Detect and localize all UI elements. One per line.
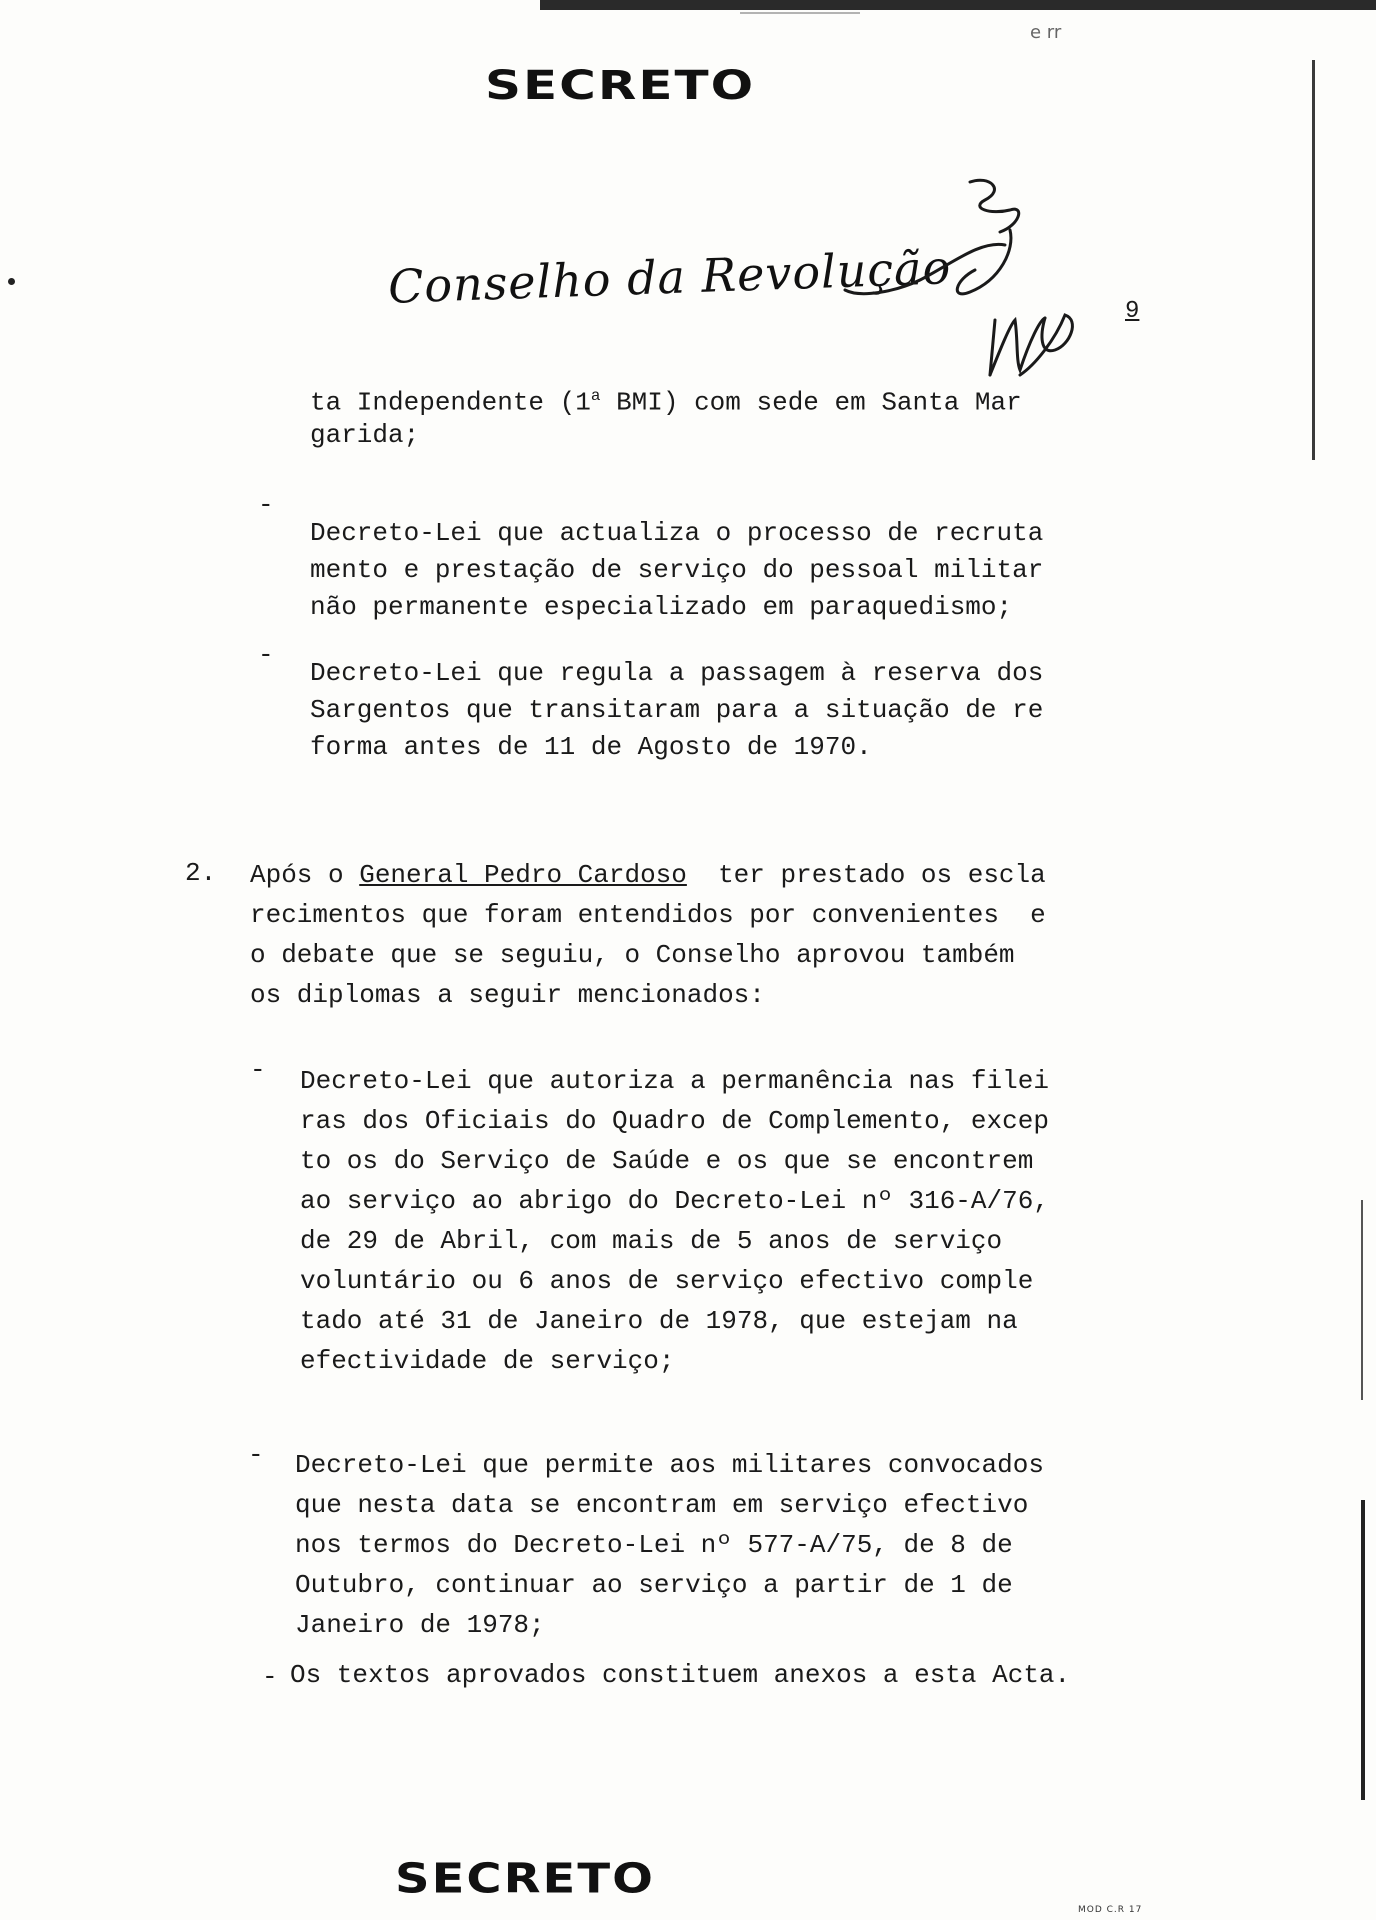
list-bullet: - [258, 640, 274, 670]
classification-stamp-top: SECRETO [485, 62, 756, 109]
list-bullet: - [248, 1440, 264, 1470]
list-item-line: Decreto-Lei que actualiza o processo de recruta [310, 518, 1044, 548]
list-item-line: Janeiro de 1978; [295, 1610, 545, 1640]
top-border-rule [540, 0, 1376, 10]
top-border-mark [740, 12, 860, 14]
closing-line: Os textos aprovados constituem anexos a esta Acta. [290, 1660, 1071, 1690]
continuation-line-2: garida; [310, 420, 420, 450]
list-item-line: Decreto-Lei que regula a passagem à reserva dos [310, 658, 1044, 688]
form-code: MOD C.R 17 [1078, 1905, 1143, 1915]
list-item-line: Decreto-Lei que autoriza a permanência nas filei [300, 1066, 1049, 1096]
ordinal-superscript: a [590, 387, 601, 405]
list-item-line: forma antes de 11 de Agosto de 1970. [310, 732, 872, 762]
paragraph-line-1 [250, 862, 1046, 888]
list-item-line: mento e prestação de serviço do pessoal militar [310, 555, 1044, 585]
right-margin-rule-lower [1361, 1500, 1365, 1800]
list-item-line: que nesta data se encontram em serviço efectivo [295, 1490, 1029, 1520]
page-number: 9 [1125, 298, 1140, 325]
classification-stamp-bottom: SECRETO [395, 1855, 655, 1903]
paragraph-line: os diplomas a seguir mencionados: [250, 980, 765, 1010]
list-item-line: Decreto-Lei que permite aos militares convocados [295, 1450, 1044, 1480]
punch-hole-mark [8, 278, 15, 285]
list-item-line: Outubro, continuar ao serviço a partir de 1 de [295, 1570, 1013, 1600]
letterhead: Conselho da Revolução [387, 240, 953, 314]
list-item-line: nos termos do Decreto-Lei nº 577-A/75, de 8 de [295, 1530, 1013, 1560]
list-item-line: efectividade de serviço; [300, 1346, 675, 1376]
list-item-line: tado até 31 de Janeiro de 1978, que estejam na [300, 1306, 1018, 1336]
continuation-line-1 [310, 388, 1022, 416]
paragraph-line: recimentos que foram entendidos por convenientes e [250, 900, 1046, 930]
list-item-line: ao serviço ao abrigo do Decreto-Lei nº 316-A/76, [300, 1186, 1049, 1216]
right-margin-rule [1312, 60, 1315, 460]
text-segment: BMI) com sede em Santa Mar [600, 387, 1022, 418]
text-segment: ta Independente (1 [310, 387, 591, 418]
list-item-line: voluntário ou 6 anos de serviço efectivo comple [300, 1266, 1034, 1296]
paragraph-number: 2. [185, 858, 217, 888]
underlined-name: General Pedro Cardoso [359, 860, 687, 890]
list-bullet: - [262, 1662, 278, 1692]
list-item-line: não permanente especializado em paraquedismo; [310, 592, 1013, 622]
list-item-line: Sargentos que transitaram para a situação de re [310, 695, 1044, 725]
list-bullet: - [250, 1055, 266, 1085]
text-segment: ter prestado os escla [686, 860, 1046, 890]
text-segment: Após o [250, 860, 360, 890]
right-margin-rule-mid [1361, 1200, 1363, 1400]
list-item-line: to os do Serviço de Saúde e os que se encontrem [300, 1146, 1034, 1176]
paragraph-line: o debate que se seguiu, o Conselho aprovou também [250, 940, 1015, 970]
corner-annotation: e rr [1030, 22, 1062, 43]
list-item-line: de 29 de Abril, com mais de 5 anos de serviço [300, 1226, 1003, 1256]
list-bullet: - [258, 490, 274, 520]
list-item-line: ras dos Oficiais do Quadro de Complemento, excep [300, 1106, 1049, 1136]
handwritten-signature [840, 170, 1090, 380]
